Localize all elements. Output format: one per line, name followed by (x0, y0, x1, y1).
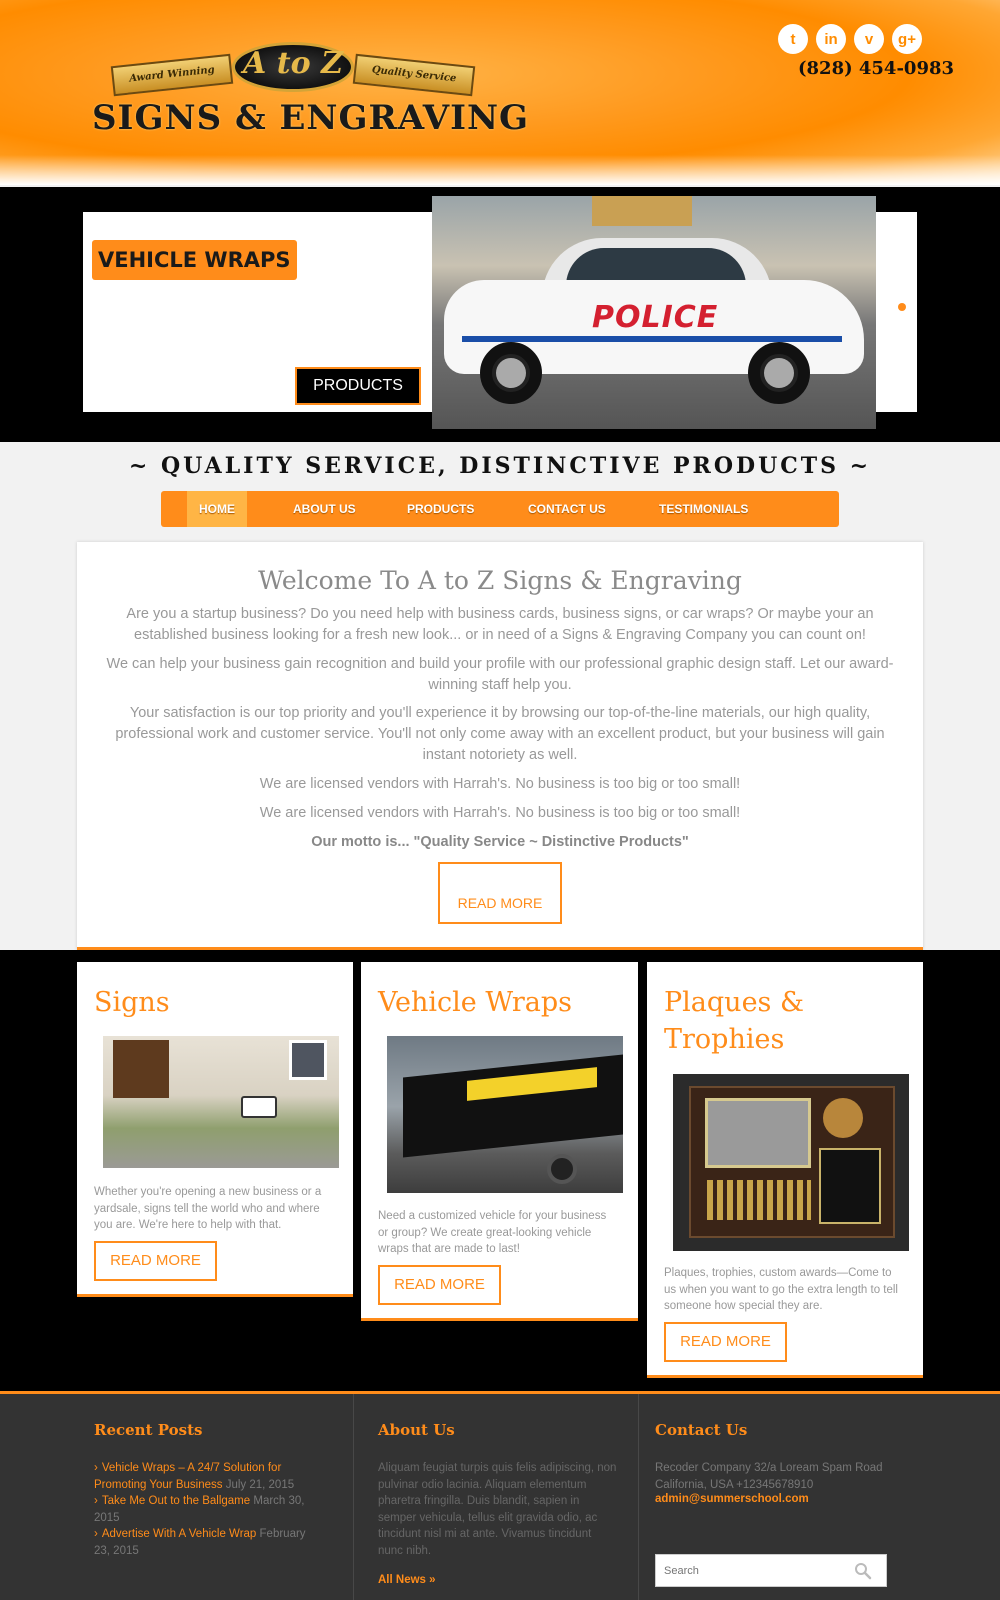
welcome-motto: Our motto is... "Quality Service ~ Distinctive Products" (311, 834, 689, 850)
car-decal: POLICE (592, 300, 719, 335)
logo-name: SIGNS & ENGRAVING (92, 98, 530, 138)
feature-card-vehicle-wraps (361, 962, 638, 1321)
search-input[interactable] (664, 1561, 844, 1581)
recent-post-date: July 21, 2015 (225, 1478, 295, 1491)
plaques-read-more-button[interactable]: READ MORE (664, 1322, 787, 1362)
welcome-read-more-button[interactable]: READ MORE (438, 862, 562, 924)
about-text: Aliquam feugiat turpis quis felis adipiscing, non pulvinar odio lacinia. Aliquam elementum pharetra fringilla. Duis blandit, sapien in semper vehicula, tellus elit gravida odio, ac tincidunt nisl mi at ante. Vivamus tincidunt nunc nibh. (378, 1462, 617, 1557)
photo-cartridges (707, 1180, 811, 1220)
recent-post-date: February 23, 2015 (94, 1528, 306, 1557)
car-stripe (462, 336, 842, 342)
shop-sign (592, 196, 692, 226)
chevron-right-icon: › (94, 1462, 98, 1474)
contact-heading: Contact Us (655, 1421, 748, 1439)
site-header (0, 0, 1000, 185)
recent-post-link[interactable]: Advertise With A Vehicle Wrap (101, 1528, 257, 1540)
logo-monogram: A to Z (243, 46, 343, 81)
slide-tag: VEHICLE WRAPS (92, 240, 297, 280)
contact-address: Recoder Company 32/a Loream Spam Road California, USA +12345678910 (655, 1462, 883, 1491)
chevron-right-icon: › (94, 1528, 98, 1540)
car-wheel (480, 342, 542, 404)
welcome-panel (77, 542, 923, 950)
recent-post-link[interactable]: Take Me Out to the Ballgame (101, 1495, 251, 1507)
photo-engraved-plate (819, 1148, 881, 1224)
wraps-read-more-button[interactable]: READ MORE (378, 1265, 501, 1305)
recent-post-item (94, 1493, 324, 1526)
site-logo[interactable] (92, 38, 530, 148)
welcome-paragraph: We can help your business gain recognition and build your profile with our professional graphic design staff. Let our award-winning staff help you. (106, 656, 894, 693)
tagline: ~ QUALITY SERVICE, DISTINCTIVE PRODUCTS ~ (128, 453, 872, 479)
features-section (0, 950, 1000, 1391)
google-plus-icon[interactable]: g+ (892, 24, 922, 54)
signs-read-more-button[interactable]: READ MORE (94, 1241, 217, 1281)
photo-picture (705, 1098, 811, 1168)
feature-card-plaques (647, 962, 923, 1378)
photo-window (289, 1040, 327, 1080)
nav-home[interactable]: HOME (187, 491, 247, 527)
welcome-paragraph: We are licensed vendors with Harrah's. No business is too big or too small! (259, 805, 741, 821)
welcome-paragraph: We are licensed vendors with Harrah's. No business is too big or too small! (259, 776, 741, 792)
search-box (655, 1554, 887, 1587)
wrap-photo (387, 1036, 623, 1193)
contact-email-link[interactable]: admin@summerschool.com (655, 1493, 809, 1505)
welcome-paragraph: Your satisfaction is our top priority and you'll experience it by browsing our top-of-the-line materials, our high quality, professional work and customer service. You'll not only come away with an excellent product, but your business will gain instant notoriety as well. (115, 705, 885, 763)
footer-divider (638, 1394, 639, 1600)
photo-sign (241, 1096, 277, 1118)
recent-post-item (94, 1460, 324, 1493)
social-links (778, 24, 922, 54)
nav-contact-us[interactable]: CONTACT US (528, 502, 606, 516)
photo-medal (823, 1098, 863, 1138)
search-icon[interactable] (854, 1562, 872, 1580)
feature-title: Plaques & Trophies (664, 987, 805, 1055)
photo-wheel (547, 1154, 577, 1184)
all-news-link[interactable]: All News » (378, 1574, 436, 1586)
nav-about-us[interactable]: ABOUT US (293, 502, 356, 516)
recent-post-link[interactable]: Vehicle Wraps – A 24/7 Solution for Promoting Your Business (94, 1462, 282, 1491)
hero-slider (0, 187, 1000, 442)
recent-posts-heading: Recent Posts (94, 1421, 203, 1439)
phone-number: (828) 454-0983 (798, 58, 955, 79)
welcome-title: Welcome To A to Z Signs & Engraving (258, 566, 742, 595)
recent-post-item (94, 1526, 324, 1559)
site-footer (0, 1391, 1000, 1600)
plaque-photo (673, 1074, 909, 1251)
main-nav (161, 491, 839, 527)
linkedin-icon[interactable]: in (816, 24, 846, 54)
feature-card-signs (77, 962, 353, 1297)
feature-text: Plaques, trophies, custom awards—Come to us when you want to go the extra length to tell someone how special they are. (664, 1267, 898, 1312)
products-button[interactable]: PRODUCTS (295, 367, 421, 405)
slide-photo (432, 196, 876, 429)
about-heading: About Us (378, 1421, 455, 1439)
nav-products[interactable]: PRODUCTS (407, 502, 475, 516)
feature-text: Need a customized vehicle for your business or group? We create great-looking vehicle wraps that are made to last! (378, 1210, 607, 1255)
footer-divider (353, 1394, 354, 1600)
recent-post-date: March 30, 2015 (94, 1495, 305, 1524)
welcome-paragraph: Are you a startup business? Do you need help with business cards, business signs, or car wraps? Or maybe your an established business looking for a fresh new look... or in need of a Signs & Engraving Company you can count on! (126, 606, 874, 643)
nav-testimonials[interactable]: TESTIMONIALS (659, 502, 749, 516)
photo-door (113, 1040, 169, 1098)
vimeo-icon[interactable]: v (854, 24, 884, 54)
tumblr-icon[interactable]: t (778, 24, 808, 54)
signs-photo (103, 1036, 339, 1168)
chevron-right-icon: › (94, 1495, 98, 1507)
car-wheel (748, 342, 810, 404)
logo-ribbon-right: Quality Service (353, 54, 475, 96)
feature-text: Whether you're opening a new business or a yardsale, signs tell the world who and where you are. We're here to help with that. (94, 1186, 322, 1231)
slider-dot[interactable] (898, 303, 906, 311)
feature-title: Vehicle Wraps (378, 987, 573, 1018)
logo-ribbon-left: Award Winning (111, 54, 233, 96)
feature-title: Signs (94, 987, 170, 1018)
